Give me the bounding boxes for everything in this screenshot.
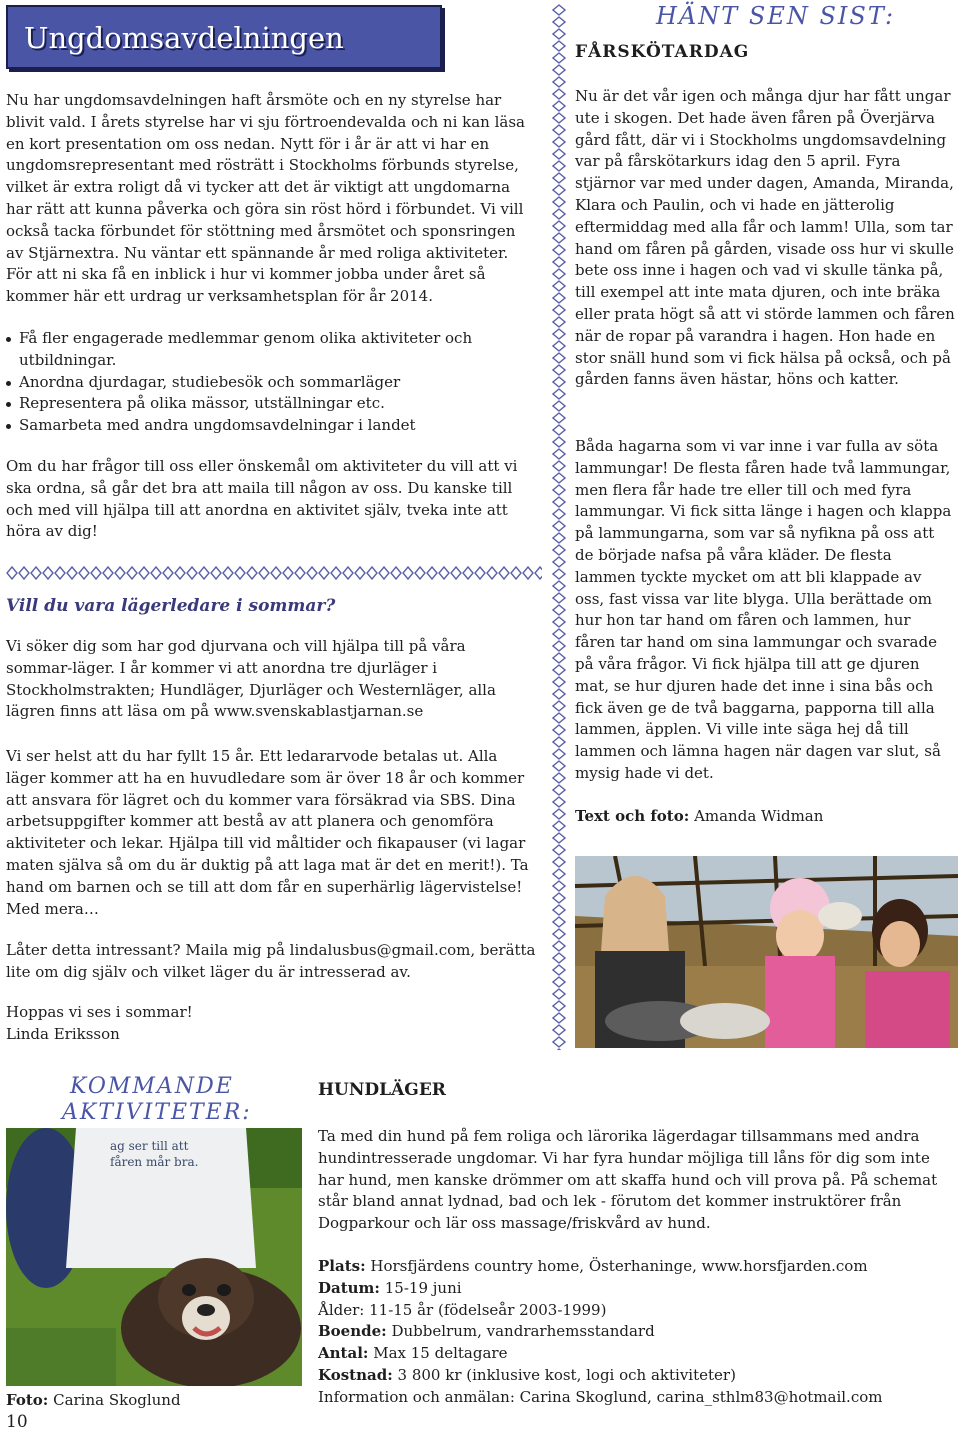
photo-credit xyxy=(575,806,955,828)
intro-paragraph: Nu har ungdomsavdelningen haft årsmöte och en ny styrelse har blivit vald. I årets styrelse har vi sju förtroendevalda och ni kan läsa en kort presentation om oss nedan. Nytt för i år är att vi har en ungdomsrepresentant med rösträtt i Stockholms förbunds styrelse, vilket är extra roligt då vi tycker att det är viktigt att ungdomarna har rätt att kunna påverka och göra sin röst hörd i förbundet. Vi vill också tacka förbundet för stöttning med årsmötet och sponsringen av Stjärnextra. Nu väntar ett spännande år med roliga aktiviteter. För att ni ska få en inblick i hur vi kommer jobba under året så kommer här ett urdrag ur verksamhetsplan för år 2014. xyxy=(6,91,525,306)
sheep-farm-photo xyxy=(575,856,958,1048)
diamond-column-divider xyxy=(552,4,566,1050)
camp-details xyxy=(318,1256,954,1409)
leader-paragraph-3: Låter detta intressant? Maila mig på lindalusbus@gmail.com, berätta lite om dig själv och vilket läger du är intresserad av. xyxy=(6,941,536,981)
page-number: 10 xyxy=(6,1412,28,1432)
camp-detail-row: Antal: Max 15 deltagare xyxy=(318,1344,508,1363)
camp-description: Ta med din hund på fem roliga och lärorika lägerdagar tillsammans med andra hundintresserade ungdomar. Vi har fyra hundar möjliga till låns för dig som inte har hund, men kanske drömmer om att skaffa hund och vill prova på. På schemat står bland annat lydnad, bad och lek - förutom det kommer instruktörer från Dogparkour och lär oss massage/friskvård av hund. xyxy=(318,1127,938,1233)
camp-detail-row: Kostnad: 3 800 kr (inklusive kost, logi och aktiviteter) xyxy=(318,1365,736,1384)
recent-banner: HÄNT SEN SIST: xyxy=(656,2,896,30)
signoff-greeting: Hoppas vi ses i sommar! xyxy=(6,1003,193,1021)
shirt-print-line2: fåren mår bra. xyxy=(110,1155,199,1169)
camp-detail-row: Ålder: 11-15 år (födelseår 2003-1999) xyxy=(318,1300,607,1319)
leader-heading: Vill du vara lägerledare i sommar? xyxy=(6,596,336,616)
list-item: Representera på olika mässor, utställningar etc. xyxy=(6,393,536,415)
camp-detail-row: Datum: 15-19 juni xyxy=(318,1278,462,1297)
recent-heading: FÅRSKÖTARDAG xyxy=(575,42,750,62)
camp-detail-row: Plats: Horsfjärdens country home, Österhaninge, www.horsfjarden.com xyxy=(318,1257,868,1275)
camp-detail-row: Boende: Dubbelrum, vandrarhemsstandard xyxy=(318,1322,655,1341)
shirt-print-line1: ag ser till att xyxy=(110,1139,189,1153)
section-title-box xyxy=(6,5,442,69)
diamond-divider xyxy=(6,566,542,580)
list-item: Anordna djurdagar, studiebesök och sommarläger xyxy=(6,372,536,394)
section-title: Ungdomsavdelningen xyxy=(24,21,344,55)
leader-paragraph-1: Vi söker dig som har god djurvana och vill hjälpa till på våra sommar-läger. I år kommer vi att anordna tre djurläger i Stockholmstrakten; Hundläger, Djurläger och Westernläger, alla lägren finns att läsa om på www.svenskablastjarnan.se xyxy=(6,637,496,721)
upcoming-banner-line2: AKTIVITETER: xyxy=(62,1100,252,1125)
upcoming-banner-line1: KOMMANDE xyxy=(70,1074,234,1099)
contact-paragraph: Om du har frågor till oss eller önskemål om aktiviteter du vill att vi ska ordna, så går det bra att maila till någon av oss. Du kanske till och med vill hjälpa till att anordna en aktivitet själv, tveka inte att höra av dig! xyxy=(6,457,518,541)
dog-photo-credit-name: Carina Skoglund xyxy=(53,1391,181,1409)
signoff-name: Linda Eriksson xyxy=(6,1025,120,1043)
credit-name: Amanda Widman xyxy=(694,807,824,825)
list-item: Få fler engagerade medlemmar genom olika aktiviteter och utbildningar. xyxy=(6,328,536,372)
dog-photo-credit-label: Foto: xyxy=(6,1391,49,1409)
camp-heading: HUNDLÄGER xyxy=(318,1080,446,1100)
list-item: Samarbeta med andra ungdomsavdelningar i landet xyxy=(6,415,536,437)
credit-label: Text och foto: xyxy=(575,807,690,825)
dog-photo-credit xyxy=(6,1390,181,1412)
camp-detail-row: Information och anmälan: Carina Skoglund, carina_sthlm83@hotmail.com xyxy=(318,1387,883,1406)
plan-bullet-list xyxy=(6,328,536,437)
recent-paragraph-2: Båda hagarna som vi var inne i var fulla av söta lammungar! De flesta fåren hade två lammungar, men flera får hade tre eller till och med fyra lammungar. Vi fick sitta länge i hagen och klappa på lammungarna, som var så nyfikna på oss att de började nafsa på våra kläder. De flesta lammen tyckte mycket om att bli klappade av oss, fast vissa var lite blyga. Ulla berättade om hur hon tar hand om fåren och lammen, hur fåren tar hand om sina lammungar och svarade på våra frågor. Vi fick hjälpa till att ge djuren mat, se hur djuren hade det inne i sina bås och fick även ge de två baggarna, papporna till alla lammen, äpplen. Vi ville inte säga hej då till lammen och lämna hagen när dagen var slut, så mysig hade vi det. xyxy=(575,437,952,782)
leader-paragraph-2: Vi ser helst att du har fyllt 15 år. Ett ledararvode betalas ut. Alla läger kommer att ha en huvudledare som är över 18 år och kommer att ansvara för lägret och du kommer vara försäkrad via SBS. Dina arbetsuppgifter kommer att bestå av att planera och genomföra aktiviteter och lekar. Hjälpa till vid måltider och fikapauser (vi lagar maten själva så om du är duktig på att laga mat är det en merit!). Ta hand om barnen och se till att dom får en superhärlig lägervistelse! Med mera… xyxy=(6,747,529,918)
recent-paragraph-1: Nu är det vår igen och många djur har fått ungar ute i skogen. Det hade även fåren på Överjärva gård fått, där vi i Stockholms ungdomsavdelning var på fårskötarkurs idag den 5 april. Fyra stjärnor var med under dagen, Amanda, Miranda, Klara och Paulin, och vi hade en jätterolig eftermiddag med alla får och lamm! Ulla, som tar hand om fåren på gården, visade oss hur vi skulle bete oss inne i hagen och vad vi skulle tänka på, till exempel att inte mata djuren, och inte bräka eller prata högt så att vi störde lammen och fåren när de ropar på varandra i hagen. Hon hade en stor snäll hund som vi fick hälsa på också, och på gården fanns även hästar, höns och katter. xyxy=(575,87,955,389)
dog-camp-photo xyxy=(6,1128,302,1386)
